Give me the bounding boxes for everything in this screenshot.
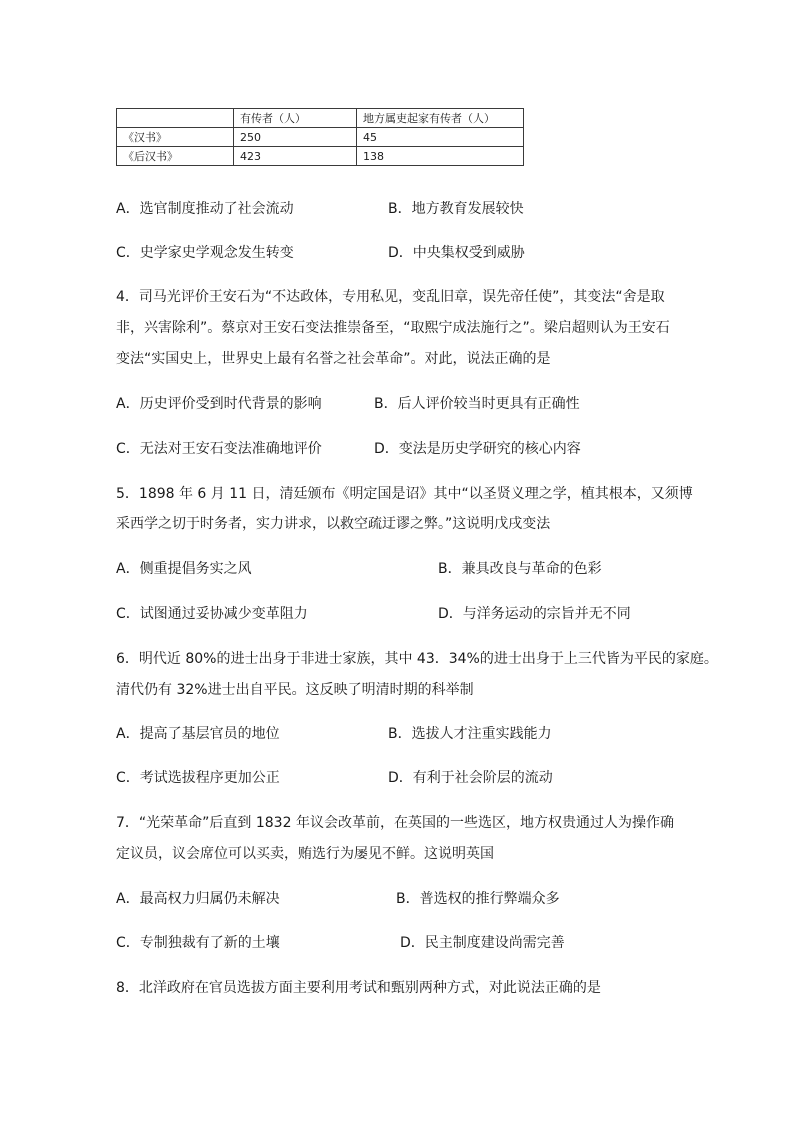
q8-stem-line: 8．北洋政府在官员选拔方面主要利用考试和甄别两种方式，对此说法正确的是	[116, 980, 601, 996]
data-table	[116, 108, 524, 166]
table-cell: 《后汉书》	[117, 147, 234, 166]
q7-option-b: B．普选权的推行弊端众多	[396, 891, 560, 907]
q7-option-c: C．专制独裁有了新的土壤	[116, 935, 280, 951]
q6-stem-line: 6．明代近 80%的进士出身于非进士家族，其中 43．34%的进士出身于上三代皆为平民的家庭。	[116, 651, 718, 667]
q6-stem-line: 清代仍有 32%进士出自平民。这反映了明清时期的科举制	[116, 682, 474, 698]
q4-option-d: D．变法是历史学研究的核心内容	[374, 441, 581, 457]
table-cell: 《汉书》	[117, 128, 234, 147]
q6-option-a: A．提高了基层官员的地位	[116, 726, 280, 742]
q4-stem-line: 变法“实国史上，世界史上最有名誉之社会革命”。对此，说法正确的是	[116, 351, 551, 367]
q5-option-c: C．试图通过妥协减少变革阻力	[116, 606, 308, 622]
table-cell: 45	[357, 128, 524, 147]
q7-stem-line: 定议员，议会席位可以买卖，贿选行为屡见不鲜。这说明英国	[116, 846, 494, 862]
table-row	[117, 128, 524, 147]
q6-option-b: B．选拔人才注重实践能力	[388, 726, 552, 742]
table-header-cell: 有传者（人）	[234, 109, 357, 128]
q5-stem-line: 采西学之切于时务者，实力讲求，以救空疏迂谬之弊。”这说明戊戌变法	[116, 516, 551, 532]
q3-option-d: D．中央集权受到威胁	[388, 245, 525, 261]
q5-stem-line: 5．1898 年 6 月 11 日，清廷颁布《明定国是诏》其中“以圣贤义理之学，植其根本，又须博	[116, 486, 693, 502]
table-row	[117, 147, 524, 166]
table-cell: 138	[357, 147, 524, 166]
q5-option-a: A．侧重提倡务实之风	[116, 561, 252, 577]
q6-option-c: C．考试选拔程序更加公正	[116, 770, 280, 786]
q4-option-c: C．无法对王安石变法准确地评价	[116, 441, 322, 457]
table-header-row	[117, 109, 524, 128]
q4-stem-line: 非，兴害除利”。蔡京对王安石变法推崇备至，“取熙宁成法施行之”。梁启超则认为王安石	[116, 320, 670, 336]
q3-option-a: A．选官制度推动了社会流动	[116, 201, 294, 217]
q4-option-b: B．后人评价较当时更具有正确性	[374, 396, 580, 412]
q5-option-d: D．与洋务运动的宗旨并无不同	[438, 606, 631, 622]
table-cell: 423	[234, 147, 357, 166]
table-header-cell: 地方属吏起家有传者（人）	[357, 109, 524, 128]
table-cell: 250	[234, 128, 357, 147]
table-header-cell	[117, 109, 234, 128]
q4-option-a: A．历史评价受到时代背景的影响	[116, 396, 322, 412]
q4-stem-line: 4．司马光评价王安石为“不达政体，专用私见，变乱旧章，误先帝任使”，其变法“舍是取	[116, 289, 665, 305]
q3-option-b: B．地方教育发展较快	[388, 201, 524, 217]
q5-option-b: B．兼具改良与革命的色彩	[438, 561, 602, 577]
q7-option-a: A．最高权力归属仍未解决	[116, 891, 280, 907]
q3-option-c: C．史学家史学观念发生转变	[116, 245, 294, 261]
q7-stem-line: 7．“光荣革命”后直到 1832 年议会改革前，在英国的一些选区，地方权贵通过人为操作确	[116, 815, 674, 831]
q6-option-d: D．有利于社会阶层的流动	[388, 770, 553, 786]
q7-option-d: D．民主制度建设尚需完善	[400, 935, 565, 951]
